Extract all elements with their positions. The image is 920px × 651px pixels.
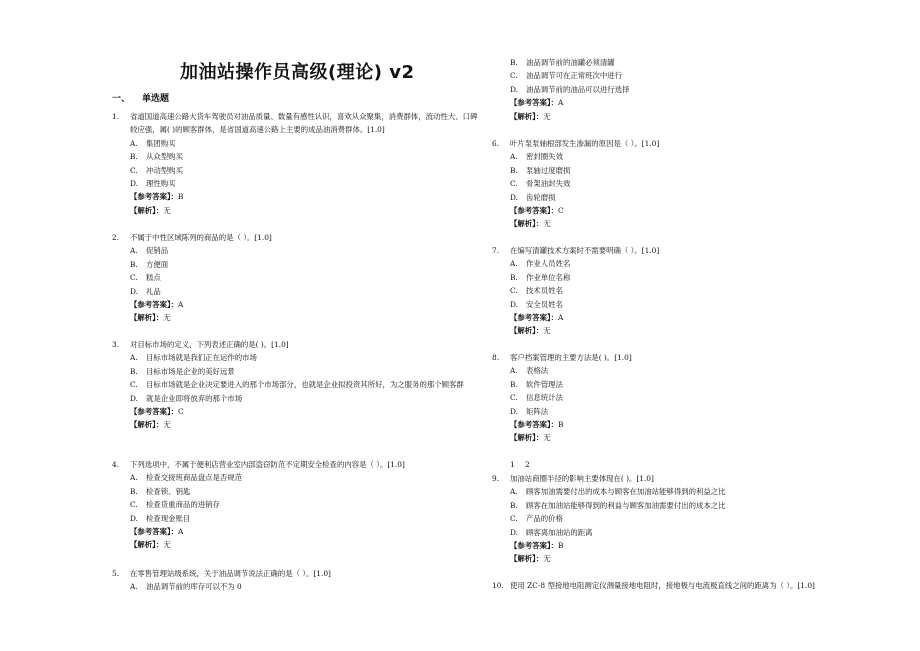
option-letter: D. bbox=[510, 84, 519, 94]
option-text: 促销品 bbox=[146, 246, 169, 256]
question-9 bbox=[492, 472, 726, 566]
continued-options bbox=[492, 56, 629, 96]
answer-value: B bbox=[558, 541, 564, 551]
option-c bbox=[112, 378, 464, 391]
option-letter: D. bbox=[510, 192, 519, 202]
option-letter: A. bbox=[130, 353, 138, 363]
option-text: 检查交接班商品盘点是否规范 bbox=[146, 473, 243, 483]
answer-line bbox=[112, 525, 405, 538]
question-number: 3. bbox=[112, 340, 120, 349]
analysis-label: 【解析】： bbox=[510, 219, 544, 229]
option-letter: C. bbox=[510, 393, 518, 403]
option-text: 方便面 bbox=[146, 259, 169, 269]
question-number: 10. bbox=[492, 581, 504, 590]
question-stem bbox=[112, 231, 272, 244]
analysis-value: 无 bbox=[163, 420, 171, 430]
option-letter: D. bbox=[130, 393, 139, 403]
option-a bbox=[112, 471, 405, 484]
analysis-value: 无 bbox=[163, 540, 171, 550]
question-number: 2. bbox=[112, 233, 120, 242]
question-text: 对目标市场的定义，下列表述正确的是( )。[1.0] bbox=[130, 340, 289, 349]
question-text: 在零售管理站级系统，关于油品调节说法正确的是（ ）。[1.0] bbox=[130, 569, 331, 578]
option-text: 表格法 bbox=[526, 366, 549, 376]
question-6 bbox=[492, 137, 659, 231]
option-b bbox=[112, 150, 480, 163]
option-letter: B. bbox=[510, 500, 518, 510]
question-number: 4. bbox=[112, 460, 120, 469]
option-text: 从众型购买 bbox=[146, 152, 183, 162]
option-letter: A. bbox=[130, 582, 138, 592]
analysis-label: 【解析】： bbox=[510, 326, 544, 336]
question-3 bbox=[112, 338, 464, 432]
question-number: 8. bbox=[492, 353, 500, 362]
option-a bbox=[112, 351, 464, 364]
question-1 bbox=[112, 110, 480, 217]
option-text: 软件管理法 bbox=[526, 379, 563, 389]
question-2 bbox=[112, 231, 272, 325]
option-text: 礼品 bbox=[146, 286, 161, 296]
analysis-label: 【解析】： bbox=[130, 205, 164, 215]
question-stem bbox=[492, 472, 726, 485]
option-a bbox=[112, 244, 272, 257]
option-d bbox=[112, 177, 480, 190]
option-text: 目标市场就是企业决定要进入的那个市场部分，也就是企业拟投资其所好，为之服务的那个顾客群 bbox=[146, 380, 464, 390]
section-heading bbox=[112, 91, 169, 104]
option-a bbox=[112, 580, 331, 593]
question-8 bbox=[492, 351, 632, 445]
question-stem bbox=[112, 458, 405, 471]
option-text: 油品调节前的库存可以不为 0 bbox=[146, 582, 242, 592]
option-a bbox=[492, 485, 726, 498]
option-c bbox=[492, 512, 726, 525]
option-a bbox=[492, 257, 659, 270]
option-text: 信息统计法 bbox=[526, 393, 563, 403]
option-text: 集团购买 bbox=[146, 138, 176, 148]
option-letter: A. bbox=[130, 246, 138, 256]
option-c bbox=[492, 391, 632, 404]
question-5 bbox=[112, 567, 331, 594]
option-text: 作业单位名称 bbox=[526, 272, 571, 282]
analysis-label: 【解析】： bbox=[130, 420, 164, 430]
answer-line bbox=[112, 298, 272, 311]
answer-value: C bbox=[178, 407, 184, 417]
question-stem bbox=[112, 567, 331, 580]
page-title: 加油站操作员高级(理论) v2 bbox=[180, 62, 415, 83]
question-stem bbox=[492, 244, 659, 257]
option-text: 检查锁、钥匙 bbox=[146, 486, 191, 496]
question-number: 5. bbox=[112, 569, 120, 578]
option-letter: D. bbox=[130, 513, 139, 523]
answer-label: 【参考答案】： bbox=[130, 407, 179, 417]
option-c bbox=[112, 498, 405, 511]
option-b bbox=[112, 485, 405, 498]
question-text: 叶片泵泵轴根部发生渗漏的原因是（ ）。[1.0] bbox=[510, 139, 660, 148]
option-text: 矩阵法 bbox=[526, 406, 549, 416]
analysis-line: 【解析】：无 bbox=[510, 111, 551, 121]
option-text: 密封圈失效 bbox=[526, 152, 563, 162]
option-text: 骨架油封失效 bbox=[526, 179, 571, 189]
stray-text: 1 2 bbox=[510, 460, 530, 469]
analysis-line bbox=[492, 431, 632, 444]
option-b bbox=[112, 258, 272, 271]
option-a bbox=[492, 150, 659, 163]
question-stem bbox=[492, 137, 659, 150]
question-stem bbox=[112, 338, 464, 351]
answer-value: A bbox=[178, 527, 184, 537]
analysis-value: 无 bbox=[543, 554, 551, 564]
option-text: 油品调节前的油品可以进行选择 bbox=[526, 84, 630, 94]
option-d bbox=[492, 298, 659, 311]
analysis-value: 无 bbox=[163, 205, 171, 215]
option-letter: A. bbox=[510, 259, 518, 269]
option-c bbox=[492, 83, 629, 96]
option-c bbox=[492, 177, 659, 190]
option-letter: C. bbox=[130, 273, 138, 283]
question-10 bbox=[492, 579, 815, 592]
option-text: 理性购买 bbox=[146, 179, 176, 189]
analysis-line bbox=[112, 418, 464, 431]
option-text: 顾客离加油站的距离 bbox=[526, 527, 593, 537]
section-number: 一、 bbox=[112, 94, 131, 104]
question-text: 下列选项中，不属于便利店营业室内部盗窃防范不定期安全检查的内容是（ ）。[1.0] bbox=[130, 460, 405, 469]
option-d bbox=[492, 526, 726, 539]
analysis-value: 无 bbox=[163, 313, 171, 323]
question-7 bbox=[492, 244, 659, 338]
option-letter: A. bbox=[130, 473, 138, 483]
answer-value: B bbox=[178, 192, 184, 202]
option-letter: D. bbox=[130, 179, 139, 189]
answer-line: 【参考答案】：A bbox=[510, 98, 564, 108]
option-text: 齿轮磨损 bbox=[526, 192, 556, 202]
question-text: 不属于中性区域陈列的商品的是（ ）。[1.0] bbox=[130, 233, 272, 242]
option-text: 检查现金账目 bbox=[146, 513, 191, 523]
option-text: 泵轴过度磨损 bbox=[526, 165, 571, 175]
analysis-line bbox=[112, 204, 480, 217]
analysis-line bbox=[112, 311, 272, 324]
question-stem bbox=[492, 351, 632, 364]
option-letter: D. bbox=[510, 406, 519, 416]
option-a bbox=[492, 364, 632, 377]
option-d bbox=[492, 405, 632, 418]
option-letter: A. bbox=[510, 487, 518, 497]
option-b bbox=[492, 378, 632, 391]
question-stem bbox=[112, 110, 480, 137]
option-letter: D. bbox=[130, 286, 139, 296]
option-letter: A. bbox=[510, 366, 518, 376]
answer-label: 【参考答案】： bbox=[510, 206, 559, 216]
question-stem bbox=[492, 579, 815, 592]
option-letter: A. bbox=[510, 152, 518, 162]
question-text: 省道国道高速公路大货车驾驶员对油品质量、数量有感性认识，喜欢从众聚集，消费群体，流动性大、口碑较应强，属( )的顾客群体，是省国道高速公路上主要的成品油消费群体。[1.0] bbox=[130, 112, 478, 135]
answer-value: C bbox=[558, 206, 564, 216]
answer-value: A bbox=[558, 313, 564, 323]
option-text: 检查货重商品的进销存 bbox=[146, 500, 220, 510]
option-a bbox=[492, 56, 629, 69]
analysis-value: 无 bbox=[543, 219, 551, 229]
answer-value: B bbox=[558, 420, 564, 430]
option-letter: B. bbox=[130, 152, 138, 162]
option-c bbox=[492, 284, 659, 297]
question-text: 使用 ZC-8 型接地电阻测定仪测量接地电阻时，接地极与电流极直线之间的距离为（ ）。[1.0] bbox=[510, 581, 815, 590]
option-letter: B. bbox=[510, 272, 518, 282]
question-number: 1. bbox=[112, 112, 120, 121]
option-letter: D. bbox=[510, 299, 519, 309]
answer-line bbox=[492, 418, 632, 431]
analysis-value: 无 bbox=[543, 326, 551, 336]
option-b bbox=[112, 365, 464, 378]
answer-label: 【参考答案】： bbox=[510, 420, 559, 430]
analysis-line bbox=[492, 324, 659, 337]
answer-label: 【参考答案】： bbox=[130, 527, 179, 537]
question-5-continued bbox=[492, 56, 629, 123]
option-letter: D. bbox=[510, 527, 519, 537]
option-letter: C. bbox=[510, 286, 518, 296]
option-letter: C. bbox=[510, 514, 518, 524]
option-b bbox=[492, 164, 659, 177]
option-letter: B. bbox=[510, 58, 518, 67]
option-a bbox=[112, 137, 480, 150]
option-letter: B. bbox=[130, 259, 138, 269]
option-letter: C. bbox=[130, 500, 138, 510]
option-text: 作业人员姓名 bbox=[526, 259, 571, 269]
analysis-label: 【解析】： bbox=[130, 540, 164, 550]
question-text: 加油站商圈半径的影响主要体现在( )。[1.0] bbox=[510, 474, 654, 483]
question-number: 7. bbox=[492, 246, 500, 255]
option-letter: A. bbox=[130, 138, 138, 148]
analysis-line bbox=[112, 538, 405, 551]
analysis-line bbox=[492, 217, 659, 230]
option-text: 油品调节前的油罐必须清罐 bbox=[526, 58, 615, 67]
option-letter: C. bbox=[130, 380, 138, 390]
option-text: 安全员姓名 bbox=[526, 299, 563, 309]
option-letter: B. bbox=[130, 486, 138, 496]
answer-line bbox=[492, 311, 659, 324]
option-text: 产品的价格 bbox=[526, 514, 563, 524]
option-text: 糕点 bbox=[146, 273, 161, 283]
option-b bbox=[492, 271, 659, 284]
question-text: 在编写清罐技术方案时不需要明确（ ）。[1.0] bbox=[510, 246, 660, 255]
question-number: 6. bbox=[492, 139, 500, 148]
analysis-label: 【解析】： bbox=[510, 554, 544, 564]
option-letter: C. bbox=[510, 179, 518, 189]
option-letter: C. bbox=[130, 165, 138, 175]
option-text: 目标市场是企业的美好远景 bbox=[146, 366, 235, 376]
option-letter: B. bbox=[510, 379, 518, 389]
option-letter: C. bbox=[510, 71, 518, 81]
option-d bbox=[112, 512, 405, 525]
answer-line bbox=[112, 190, 480, 203]
option-c bbox=[112, 164, 480, 177]
option-letter: B. bbox=[510, 165, 518, 175]
option-text: 顾客在加油站能够得到的利益与顾客加油需要付出的成本之比 bbox=[526, 500, 726, 510]
answer-label: 【参考答案】： bbox=[510, 541, 559, 551]
answer-label: 【参考答案】： bbox=[130, 300, 179, 310]
option-c bbox=[112, 271, 272, 284]
option-text: 技术员姓名 bbox=[526, 286, 563, 296]
analysis-line bbox=[492, 552, 726, 565]
option-d bbox=[492, 191, 659, 204]
question-4 bbox=[112, 458, 405, 552]
analysis-label: 【解析】： bbox=[510, 433, 544, 443]
option-d bbox=[112, 285, 272, 298]
answer-line bbox=[112, 405, 464, 418]
option-d bbox=[112, 392, 464, 405]
option-text: 油品调节可在正常班次中进行 bbox=[526, 71, 623, 81]
analysis-label: 【解析】： bbox=[130, 313, 164, 323]
analysis-value: 无 bbox=[543, 433, 551, 443]
option-b bbox=[492, 499, 726, 512]
question-text: 客户档案管理的主要方法是( )。[1.0] bbox=[510, 353, 632, 362]
option-text: 顾客加油需要付出的成本与顾客在加油站能够得到的利益之比 bbox=[526, 487, 726, 497]
question-number: 9. bbox=[492, 474, 500, 483]
section-label: 单选题 bbox=[142, 94, 170, 104]
answer-line bbox=[492, 204, 659, 217]
option-text: 就是企业即将放弃的那个市场 bbox=[146, 393, 243, 403]
option-letter: B. bbox=[130, 366, 138, 376]
answer-label: 【参考答案】： bbox=[510, 313, 559, 323]
option-b bbox=[492, 69, 629, 82]
option-text: 冲动型购买 bbox=[146, 165, 183, 175]
answer-label: 【参考答案】： bbox=[130, 192, 179, 202]
option-text: 目标市场就是我们正在运作的市场 bbox=[146, 353, 257, 363]
answer-value: A bbox=[178, 300, 184, 310]
answer-line bbox=[492, 539, 726, 552]
